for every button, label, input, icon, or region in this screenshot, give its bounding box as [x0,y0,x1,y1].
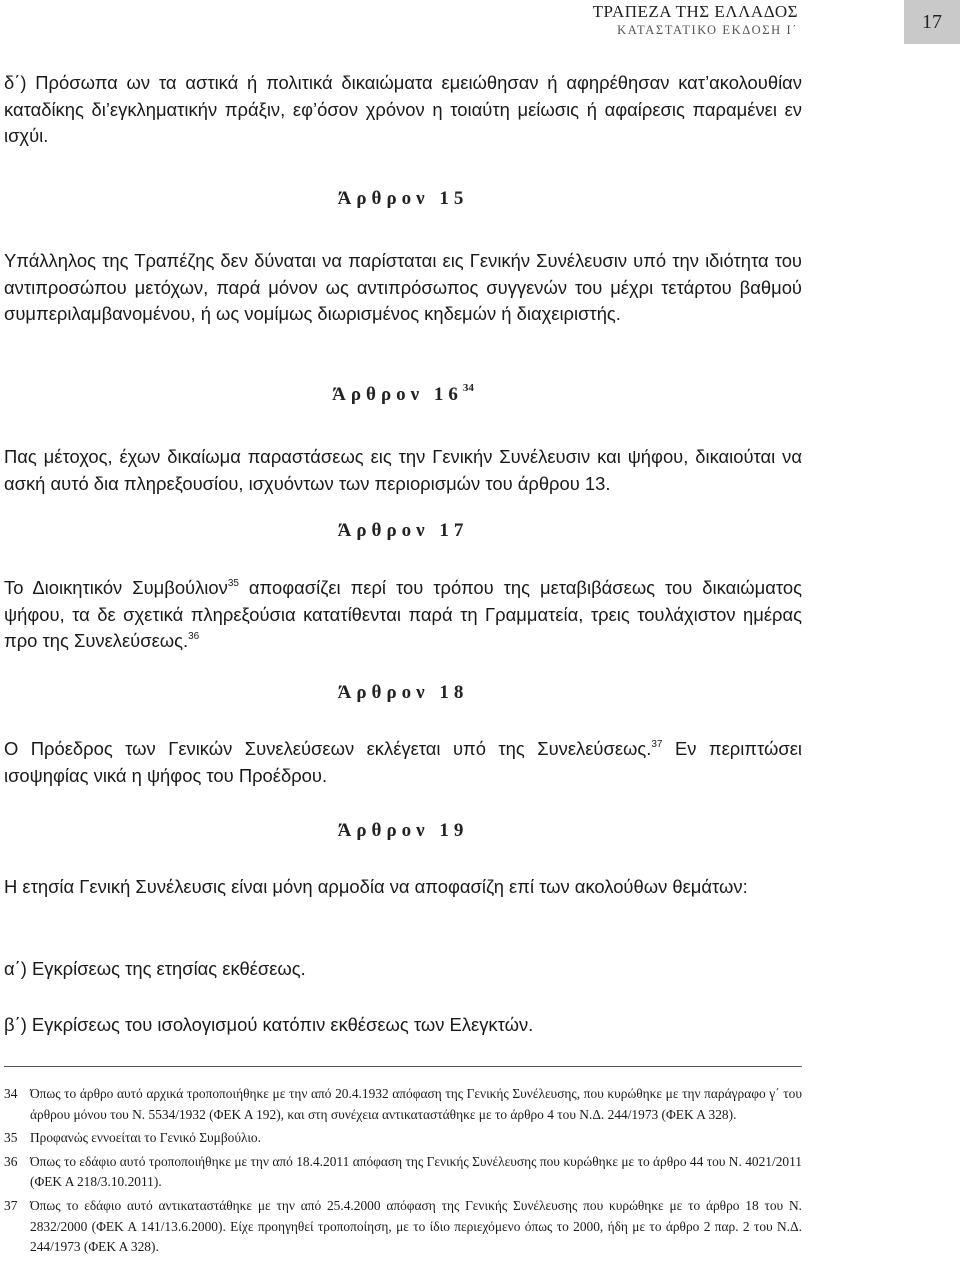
footnote-text: Προφανώς εννοείται το Γενικό Συμβούλιο. [30,1130,261,1146]
article-15-heading: Άρθρον 15 [337,188,469,209]
footnote-ref-35: 35 [227,578,239,589]
footnote-ref-36: 36 [188,631,200,642]
footnote-number: 36 [4,1153,18,1169]
running-header [593,2,798,38]
footnote-ref-34: 34 [462,382,474,394]
article-18-heading: Άρθρον 18 [337,682,469,703]
footnote-number: 35 [4,1130,18,1146]
footnote-text: Όπως το άρθρο αυτό αρχικά τροποποιήθηκε με την από 20.4.1932 απόφαση της Γενικής Συνέλευσης, που κυρώθηκε με την παράγραφο γ΄ του άρθρου μόνου του Ν. 5534/1932 (ΦΕΚ Α 192), και στη συνέχεια αντικαταστάθηκε με το άρθρο 4 του Ν.Δ. 244/1973 (ΦΕΚ Α 328). [30,1086,802,1122]
footnote [4,1084,802,1125]
page-header [560,0,960,44]
article-18-text-a: Ο Πρόεδρος των Γενικών Συνελεύσεων εκλέγεται υπό της Συνελεύσεως. [4,738,652,759]
page-number: 17 [904,0,960,44]
article-19-text: Η ετησία Γενική Συνέλευσις είναι μόνη αρμοδία να αποφασίζη επί των ακολούθων θεμάτων: [4,876,748,897]
footnote-number: 34 [4,1086,18,1101]
article-17-text [4,575,802,655]
footnote-text: Όπως το εδάφιο αυτό τροποποιήθηκε με την από 18.4.2011 απόφαση της Γενικής Συνέλευσης που κυρώθηκε με το άρθρο 44 του Ν. 4021/2011 (ΦΕΚ Α 218/3.10.2011). [30,1153,802,1190]
paragraph-d: δ΄) Πρόσωπα ων τα αστικά ή πολιτικά δικαιώματα εμειώθησαν ή αφηρέθησαν κατ’ακολουθίαν καταδίκης δι’εγκληματικήν πράξιν, εφ’όσον χρόνον η τοιαύτη μείωσις ή αφαίρεσις παραμένει εν ισχύι. [4,72,802,146]
header-title: ΤΡΑΠΕΖΑ ΤΗΣ ΕΛΛΑΔΟΣ [592,2,798,21]
header-subtitle: ΚΑΤΑΣΤΑΤΙΚΟ ΕΚΔΟΣΗ Ι΄ [617,23,798,37]
footnote [4,1152,802,1193]
article-18-text-b: Εν περιπτώσει ισοψηφίας νικά η ψήφος του Προέδρου. [4,738,802,786]
footnote [4,1196,802,1258]
article-18-text [4,736,802,789]
footnotes [4,1084,802,1261]
article-19-item-a: α΄) Εγκρίσεως της ετησίας εκθέσεως. [4,958,306,979]
article-15-text: Υπάλληλος της Τραπέζης δεν δύναται να παρίσταται εις Γενικήν Συνέλευσιν υπό την ιδιότητα του αντιπροσώπου μετόχων, παρά μόνον ως αντιπρόσωπος συγγενών του μέχρι τετάρτου βαθμού συμπεριλαμβανομένου, ή ως νομίμως διωρισμένος κηδεμών ή διαχειριστής. [4,250,802,324]
footnote-ref-37: 37 [651,739,663,750]
article-16-title: Άρθρον 16 [332,384,463,405]
article-16-text: Πας μέτοχος, έχων δικαίωμα παραστάσεως εις την Γενικήν Συνέλευσιν και ψήφου, δικαιούται να ασκή αυτό δια πληρεξουσίου, ισχυόντων των περιορισμών του άρθρου 13. [4,446,802,494]
footnote [4,1128,802,1149]
article-16-heading [4,382,802,406]
footnote-text: Όπως το εδάφιο αυτό αντικαταστάθηκε με την από 25.4.2000 απόφαση της Γενικής Συνέλευσης που κυρώθηκε με το άρθρο 18 του Ν. 2832/2000 (ΦΕΚ Α 141/13.6.2000). Είχε προηγηθεί τροποποίηση, με το ίδιο περιεχόμενο όπως το 2000, ήδη με το άρθρο 2 παρ. 2 του Ν.Δ. 244/1973 (ΦΕΚ Α 328). [30,1197,802,1255]
article-19-heading: Άρθρον 19 [337,820,469,841]
footnote-number: 37 [4,1197,18,1213]
article-19-item-b: β΄) Εγκρίσεως του ισολογισμού κατόπιν εκθέσεως των Ελεγκτών. [4,1014,534,1035]
article-17-text-a: Το Διοικητικόν Συμβούλιον [4,577,228,598]
article-17-heading: Άρθρον 17 [337,520,469,541]
footnote-divider [4,1066,802,1067]
article-17-text-b: αποφασίζει περί του τρόπου της μεταβιβάσεως του δικαιώματος ψήφου, τα δε σχετικά πληρεξούσια κατατίθενται παρά τη Γραμματεία, τρεις τουλάχιστον ημέρας προ της Συνελεύσεως. [4,577,802,651]
